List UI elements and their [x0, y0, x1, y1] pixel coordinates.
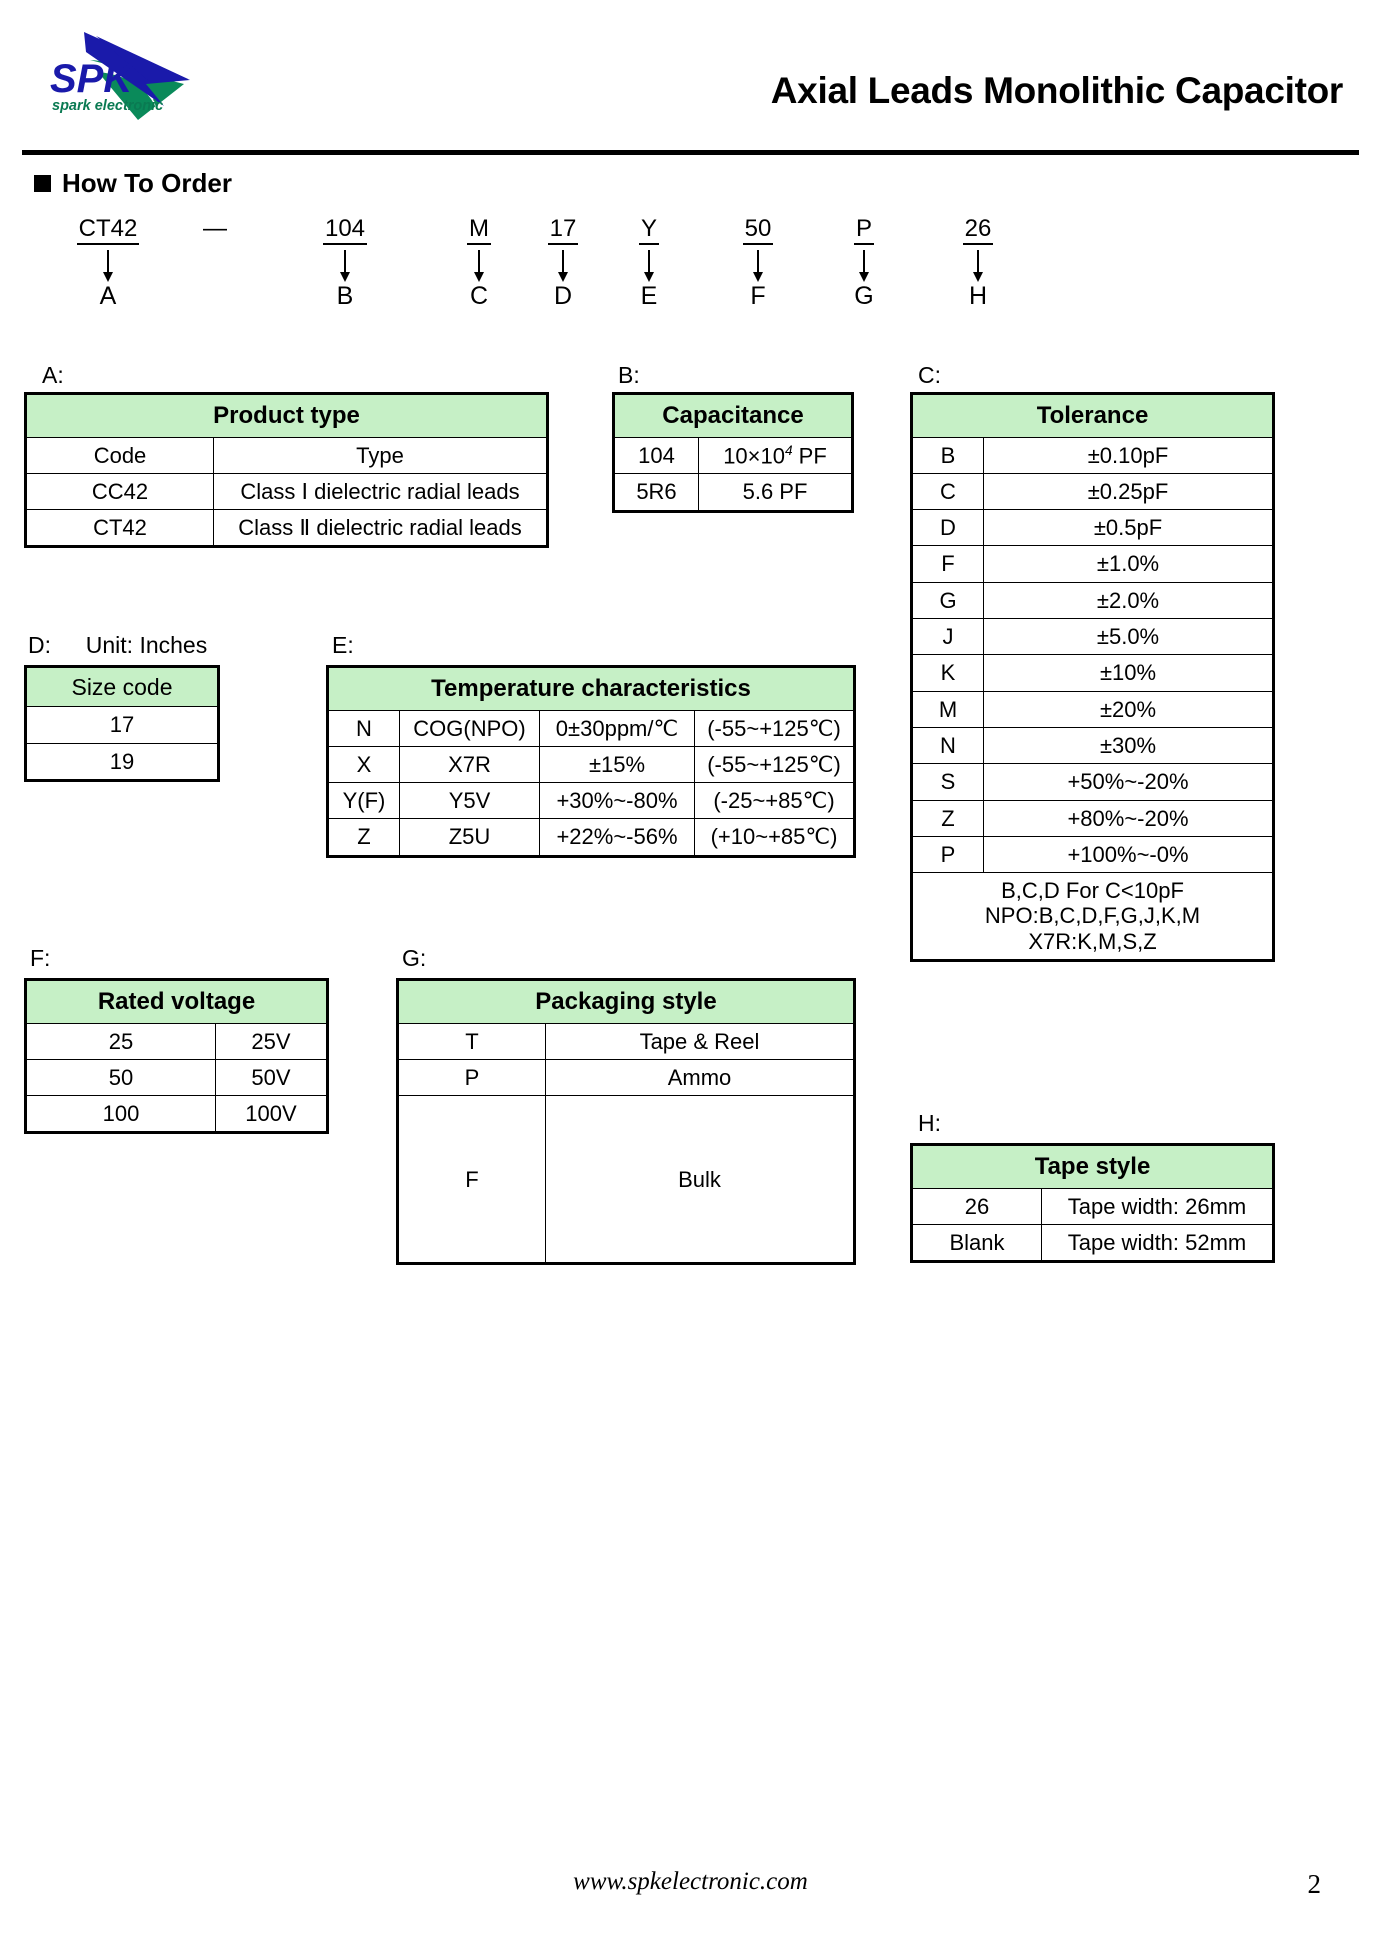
table-row — [912, 655, 1274, 691]
table-row — [912, 1145, 1274, 1189]
table-e-r1-c3: (-55~+125℃) — [695, 746, 855, 782]
table-row — [912, 691, 1274, 727]
table-e-r3-c3: (+10~+85℃) — [695, 819, 855, 856]
table-c-r0-code: B — [912, 437, 984, 473]
table-b-title: Capacitance — [614, 394, 853, 438]
table-c-title: Tolerance — [912, 394, 1274, 438]
decoder-code-e: Y — [639, 216, 659, 245]
table-f-title: Rated voltage — [26, 980, 328, 1024]
table-c-r3-val: ±1.0% — [984, 546, 1274, 582]
table-c-r10-val: +80%~-20% — [984, 800, 1274, 836]
decoder-arrow-a — [60, 248, 156, 282]
table-a-r1-type: Class Ⅱ dielectric radial leads — [214, 510, 548, 547]
table-c-note-0: B,C,D For C<10pF — [1001, 878, 1184, 904]
table-f-r2-val: 100V — [216, 1096, 328, 1133]
decoder-code-b: 104 — [323, 216, 367, 245]
decoder-code-d: 17 — [548, 216, 579, 245]
decoder-code-h: 26 — [963, 216, 994, 245]
table-e-r1-c0: X — [328, 746, 400, 782]
table-row — [26, 743, 219, 780]
table-a-r0-type: Class Ⅰ dielectric radial leads — [214, 473, 548, 509]
label-d-unit-note: Unit: Inches — [85, 632, 208, 658]
table-row — [614, 474, 853, 511]
table-f-r0-val: 25V — [216, 1023, 328, 1059]
decoder-letter-h: H — [968, 281, 988, 310]
table-e-r2-c0: Y(F) — [328, 783, 400, 819]
decoder-part-dash — [185, 215, 245, 243]
decoder-arrow-b — [300, 248, 390, 282]
table-row — [26, 667, 219, 707]
table-c-r2-val: ±0.5pF — [984, 510, 1274, 546]
table-f-r0-code: 25 — [26, 1023, 216, 1059]
decoder-arrow-e — [625, 248, 673, 282]
decoder-arrow-g — [840, 248, 888, 282]
table-a-col-code: Code — [26, 437, 214, 473]
decoder-code-g: P — [854, 216, 874, 245]
table-c-notes — [912, 873, 1274, 961]
decoder-arrow-c — [455, 248, 503, 282]
table-c-r4-code: G — [912, 582, 984, 618]
table-product-type — [24, 392, 549, 548]
table-c-r5-val: ±5.0% — [984, 619, 1274, 655]
table-c-r8-code: N — [912, 727, 984, 763]
table-b-r0-value-post: PF — [792, 442, 827, 468]
table-f-r2-code: 100 — [26, 1096, 216, 1133]
table-c-r10-code: Z — [912, 800, 984, 836]
table-row — [912, 1224, 1274, 1261]
table-row — [26, 707, 219, 743]
table-g-title: Packaging style — [398, 980, 855, 1024]
label-d-letter: D: — [28, 632, 51, 658]
table-row — [912, 394, 1274, 438]
table-b-r1-code: 5R6 — [614, 474, 699, 511]
label-c: C: — [918, 362, 941, 388]
decoder-letter-a: A — [99, 281, 117, 310]
table-g-r0-val: Tape & Reel — [546, 1023, 855, 1059]
page-header — [0, 0, 1381, 122]
table-h-r0-val: Tape width: 26mm — [1042, 1188, 1274, 1224]
table-e-r0-c1: COG(NPO) — [400, 710, 540, 746]
table-h-r1-code: Blank — [912, 1224, 1042, 1261]
table-c-r11-val: +100%~-0% — [984, 836, 1274, 872]
decoder-code-a: CT42 — [77, 216, 140, 245]
decoder-code-c: M — [467, 216, 491, 245]
table-f-r1-code: 50 — [26, 1059, 216, 1095]
decoder-arrow-h — [950, 248, 1006, 282]
decoder-letter-f: F — [750, 281, 766, 310]
table-b-r0-value — [699, 437, 853, 474]
table-g-r0-code: T — [398, 1023, 546, 1059]
table-tape-style — [910, 1143, 1275, 1263]
table-e-title: Temperature characteristics — [328, 667, 855, 711]
decoder-part-e — [625, 215, 673, 309]
table-row — [26, 1059, 328, 1095]
table-row — [398, 1096, 855, 1264]
table-e-r2-c1: Y5V — [400, 783, 540, 819]
table-row — [26, 1096, 328, 1133]
table-c-r2-code: D — [912, 510, 984, 546]
table-e-r0-c2: 0±30ppm/℃ — [540, 710, 695, 746]
table-e-r0-c3: (-55~+125℃) — [695, 710, 855, 746]
table-c-r3-code: F — [912, 546, 984, 582]
page-title: Axial Leads Monolithic Capacitor — [770, 70, 1343, 111]
footer-page-number: 2 — [1307, 1869, 1321, 1899]
table-row — [614, 394, 853, 438]
part-number-decoder — [0, 215, 1100, 325]
table-row — [328, 783, 855, 819]
table-g-r1-val: Ammo — [546, 1059, 855, 1095]
table-row — [26, 980, 328, 1024]
decoder-letter-d: D — [553, 281, 573, 310]
decoder-letter-b: B — [336, 281, 354, 310]
table-h-title: Tape style — [912, 1145, 1274, 1189]
table-c-r7-code: M — [912, 691, 984, 727]
table-a-r0-code: CC42 — [26, 473, 214, 509]
table-c-r5-code: J — [912, 619, 984, 655]
table-row — [912, 510, 1274, 546]
table-row — [912, 836, 1274, 872]
decoder-part-d — [535, 215, 591, 309]
table-row — [328, 746, 855, 782]
table-c-r8-val: ±30% — [984, 727, 1274, 763]
decoder-letter-c: C — [469, 281, 489, 310]
table-row — [912, 764, 1274, 800]
table-row — [398, 980, 855, 1024]
table-b-r1-value: 5.6 PF — [699, 474, 853, 511]
table-e-r0-c0: N — [328, 710, 400, 746]
table-c-r1-val: ±0.25pF — [984, 473, 1274, 509]
table-c-r6-code: K — [912, 655, 984, 691]
table-h-r0-code: 26 — [912, 1188, 1042, 1224]
table-f-r1-val: 50V — [216, 1059, 328, 1095]
table-row — [614, 437, 853, 474]
table-row — [912, 582, 1274, 618]
table-e-r3-c2: +22%~-56% — [540, 819, 695, 856]
table-row — [912, 727, 1274, 763]
logo-text-sub: spark electronic — [52, 98, 164, 114]
table-c-r9-val: +50%~-20% — [984, 764, 1274, 800]
table-row — [26, 437, 548, 473]
table-row — [912, 800, 1274, 836]
table-c-r0-val: ±0.10pF — [984, 437, 1274, 473]
table-a-col-type: Type — [214, 437, 548, 473]
table-row — [26, 1023, 328, 1059]
table-e-r3-c1: Z5U — [400, 819, 540, 856]
label-f: F: — [30, 945, 51, 971]
decoder-part-a — [60, 215, 156, 309]
table-a-title: Product type — [26, 394, 548, 438]
table-size-code — [24, 665, 220, 782]
table-a-r1-code: CT42 — [26, 510, 214, 547]
label-d — [28, 632, 207, 659]
table-c-r6-val: ±10% — [984, 655, 1274, 691]
table-tolerance — [910, 392, 1275, 962]
table-c-r4-val: ±2.0% — [984, 582, 1274, 618]
table-c-note-1: NPO:B,C,D,F,G,J,K,M — [984, 903, 1201, 929]
table-row — [26, 510, 548, 547]
footer-url[interactable]: www.spkelectronic.com — [573, 1868, 808, 1895]
table-row — [328, 667, 855, 711]
table-e-r1-c1: X7R — [400, 746, 540, 782]
table-c-r7-val: ±20% — [984, 691, 1274, 727]
table-g-r1-code: P — [398, 1059, 546, 1095]
table-c-r9-code: S — [912, 764, 984, 800]
table-row — [912, 873, 1274, 961]
decoder-letter-e: E — [640, 281, 658, 310]
label-a: A: — [42, 362, 64, 388]
label-b: B: — [618, 362, 640, 388]
table-e-r2-c2: +30%~-80% — [540, 783, 695, 819]
decoder-part-h — [950, 215, 1006, 309]
table-temperature-characteristics — [326, 665, 856, 858]
table-c-r11-code: P — [912, 836, 984, 872]
table-b-r0-code: 104 — [614, 437, 699, 474]
table-e-r3-c0: Z — [328, 819, 400, 856]
table-g-r2-code: F — [398, 1096, 546, 1264]
bullet-square-icon — [34, 175, 51, 192]
section-heading — [34, 168, 232, 199]
table-row — [398, 1059, 855, 1095]
table-row — [328, 819, 855, 856]
table-g-r2-val: Bulk — [546, 1096, 855, 1264]
table-row — [912, 473, 1274, 509]
table-row — [26, 394, 548, 438]
table-d-r1: 19 — [26, 743, 219, 780]
table-c-note-2: X7R:K,M,S,Z — [1028, 928, 1157, 954]
decoder-code-dash: — — [203, 215, 227, 242]
section-heading-label: How To Order — [62, 168, 232, 198]
table-d-title: Size code — [26, 667, 219, 707]
decoder-part-b — [300, 215, 390, 309]
decoder-letter-g: G — [854, 281, 874, 310]
label-h: H: — [918, 1110, 941, 1136]
spk-logo — [38, 22, 228, 130]
decoder-part-c — [455, 215, 503, 309]
table-rated-voltage — [24, 978, 329, 1134]
decoder-part-g — [840, 215, 888, 309]
header-divider — [22, 150, 1359, 155]
table-row — [912, 437, 1274, 473]
table-row — [26, 473, 548, 509]
table-row — [912, 619, 1274, 655]
table-h-r1-val: Tape width: 52mm — [1042, 1224, 1274, 1261]
table-e-r2-c3: (-25~+85℃) — [695, 783, 855, 819]
label-e: E: — [332, 632, 354, 658]
table-packaging-style — [396, 978, 856, 1265]
decoder-arrow-d — [535, 248, 591, 282]
decoder-arrow-f — [730, 248, 786, 282]
table-row — [398, 1023, 855, 1059]
table-row — [912, 1188, 1274, 1224]
label-g: G: — [402, 945, 427, 971]
table-e-r1-c2: ±15% — [540, 746, 695, 782]
table-row — [328, 710, 855, 746]
table-row — [912, 546, 1274, 582]
decoder-code-f: 50 — [743, 216, 774, 245]
table-b-r0-value-pre: 10×10 — [723, 442, 785, 468]
table-d-r0: 17 — [26, 707, 219, 743]
table-b-r0-value-sup: 4 — [784, 442, 793, 458]
table-capacitance — [612, 392, 854, 513]
decoder-part-f — [730, 215, 786, 309]
table-c-r1-code: C — [912, 473, 984, 509]
logo-text-main: SPK — [50, 57, 133, 101]
